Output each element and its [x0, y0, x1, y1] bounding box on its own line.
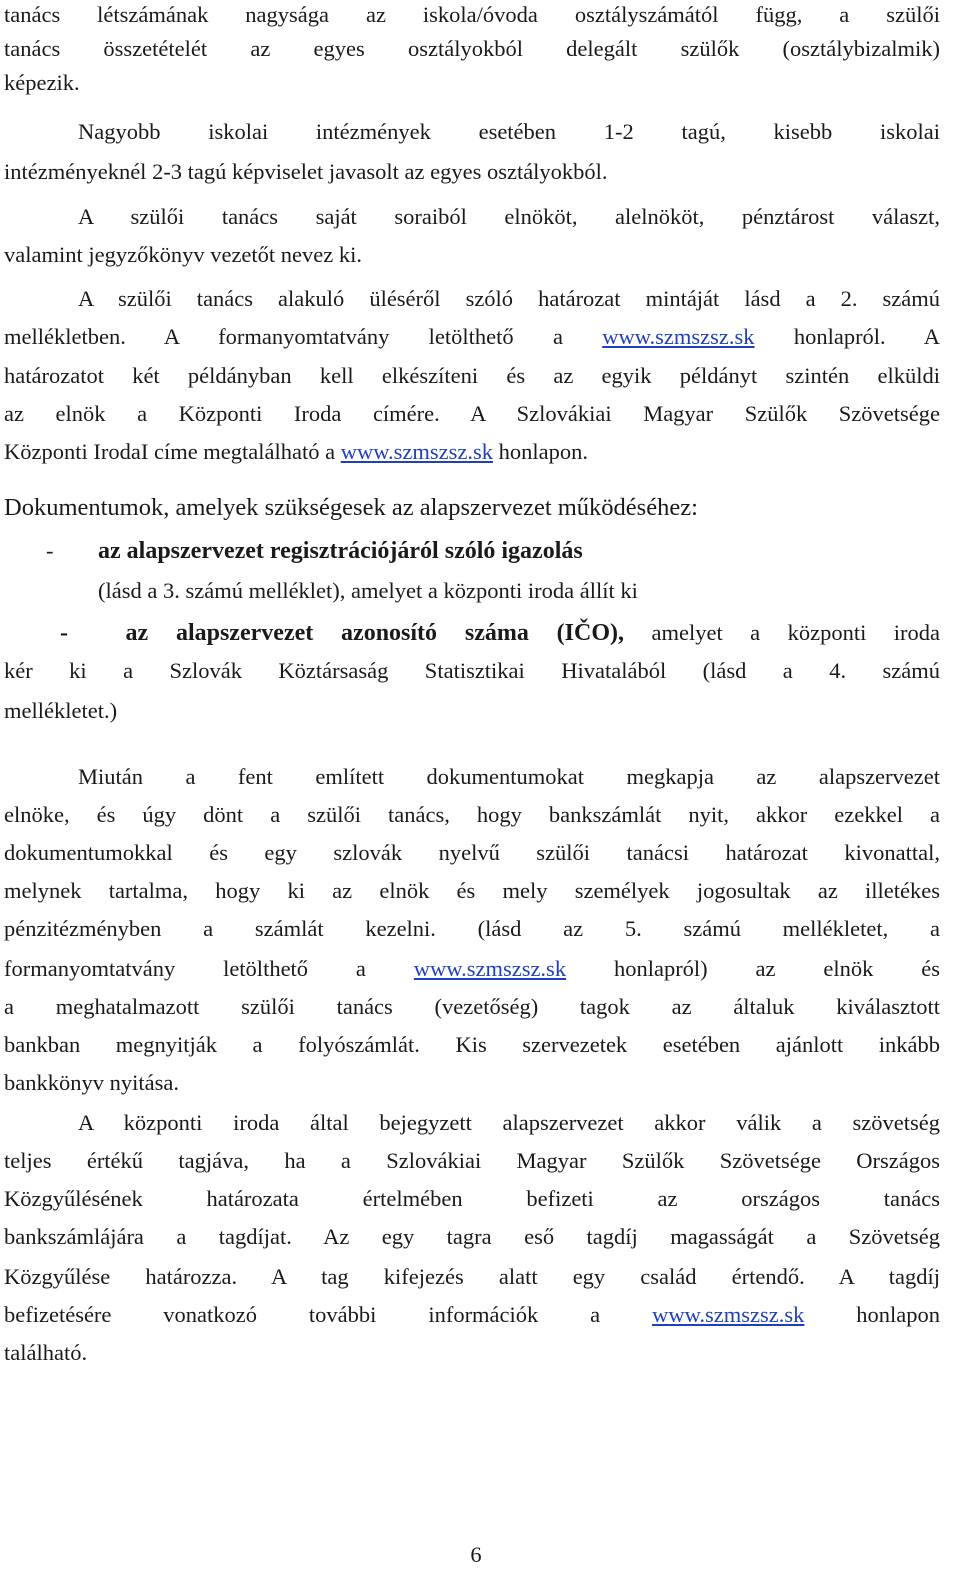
paragraph-line: határozatot két példányban kell elkészíteni és az egyik példányt szintén elküldi — [4, 363, 940, 388]
paragraph-line: Miután a fent említett dokumentumokat megkapja az alapszervezet — [78, 764, 940, 789]
section-heading: Dokumentumok, amelyek szükségesek az alapszervezet működéséhez: — [4, 494, 698, 521]
paragraph-line: intézményeknél 2-3 tagú képviselet javasolt az egyes osztályokból. — [4, 159, 608, 184]
paragraph-line: tanács létszámának nagysága az iskola/óvoda osztályszámától függ, a szülői — [4, 2, 940, 27]
paragraph-line — [4, 437, 940, 467]
paragraph-line: Nagyobb iskolai intézmények esetében 1-2 tagú, kisebb iskolai — [78, 119, 940, 144]
list-item-title: az alapszervezet azonosító száma (IČO), — [125, 620, 625, 646]
text-span: honlapon. — [498, 439, 589, 464]
text-span: Központi IrodaI címe megtalálható a — [4, 439, 336, 464]
paragraph-line — [4, 954, 940, 984]
paragraph-line: teljes értékű tagjáva, ha a Szlovákiai Magyar Szülők Szövetsége Országos — [4, 1148, 940, 1173]
website-link[interactable]: www.szmszsz.sk — [652, 1302, 805, 1327]
list-dash: - — [60, 620, 68, 646]
text-span: honlapon — [856, 1302, 941, 1327]
paragraph-line: a meghatalmazott szülői tanács (vezetőség) tagok az általuk kiválasztott — [4, 994, 940, 1019]
list-item-note: (lásd a 3. számú melléklet), amelyet a központi iroda állít ki — [98, 578, 638, 603]
paragraph-line: elnöke, és úgy dönt a szülői tanács, hogy bankszámlát nyit, akkor ezekkel a — [4, 802, 940, 827]
website-link[interactable]: www.szmszsz.sk — [413, 956, 567, 981]
page-number: 6 — [470, 1542, 482, 1567]
paragraph-line — [4, 322, 940, 352]
paragraph-line: található. — [4, 1340, 88, 1365]
paragraph-line: mellékletet.) — [4, 698, 118, 723]
text-span: befizetésére vonatkozó további információk a — [4, 1302, 601, 1327]
paragraph-line: A szülői tanács saját soraiból elnököt, alelnököt, pénztárost választ, — [78, 204, 940, 229]
list-dash: - — [46, 538, 54, 563]
paragraph-line: bankban megnyitják a folyószámlát. Kis szervezetek esetében ajánlott inkább — [4, 1032, 940, 1057]
paragraph-line: kér ki a Szlovák Köztársaság Statisztikai Hivatalából (lásd a 4. számú — [4, 658, 940, 683]
text-span: amelyet a központi iroda — [651, 620, 941, 645]
list-item — [4, 618, 940, 648]
text-span: formanyomtatvány letölthető a — [4, 956, 366, 981]
paragraph-line: bankszámlájára a tagdíjat. Az egy tagra eső tagdíj magasságát a Szövetség — [4, 1224, 940, 1249]
text-span: honlapról) az elnök és — [613, 956, 940, 981]
paragraph-line: melynek tartalma, hogy ki az elnök és mely személyek jogosultak az illetékes — [4, 878, 940, 903]
paragraph-line: valamint jegyzőkönyv vezetőt nevez ki. — [4, 242, 363, 267]
website-link[interactable]: www.szmszsz.sk — [602, 324, 755, 349]
list-item — [4, 536, 940, 566]
list-item-title: az alapszervezet regisztrációjáról szóló igazolás — [98, 538, 583, 564]
text-span: honlapról. A — [793, 324, 940, 349]
paragraph-line — [4, 1300, 940, 1330]
paragraph-line: A szülői tanács alakuló üléséről szóló határozat mintáját lásd a 2. számú — [78, 286, 940, 311]
paragraph-line: dokumentumokkal és egy szlovák nyelvű szülői tanácsi határozat kivonattal, — [4, 840, 940, 865]
paragraph-line: bankkönyv nyitása. — [4, 1070, 179, 1095]
website-link[interactable]: www.szmszsz.sk — [340, 439, 494, 464]
paragraph-line: A központi iroda által bejegyzett alapszervezet akkor válik a szövetség — [78, 1110, 940, 1135]
paragraph-line: Közgyűlése határozza. A tag kifejezés alatt egy család értendő. A tagdíj — [4, 1264, 940, 1289]
paragraph-line: pénzitézményben a számlát kezelni. (lásd az 5. számú mellékletet, a — [4, 916, 940, 941]
paragraph-line: az elnök a Központi Iroda címére. A Szlovákiai Magyar Szülők Szövetsége — [4, 401, 940, 426]
paragraph-line: tanács összetételét az egyes osztályokból delegált szülők (osztálybizalmik) — [4, 36, 940, 61]
paragraph-line: Közgyűlésének határozata értelmében befizeti az országos tanács — [4, 1186, 940, 1211]
paragraph-line: képezik. — [4, 70, 80, 95]
text-span: mellékletben. A formanyomtatvány letölthető a — [4, 324, 563, 349]
